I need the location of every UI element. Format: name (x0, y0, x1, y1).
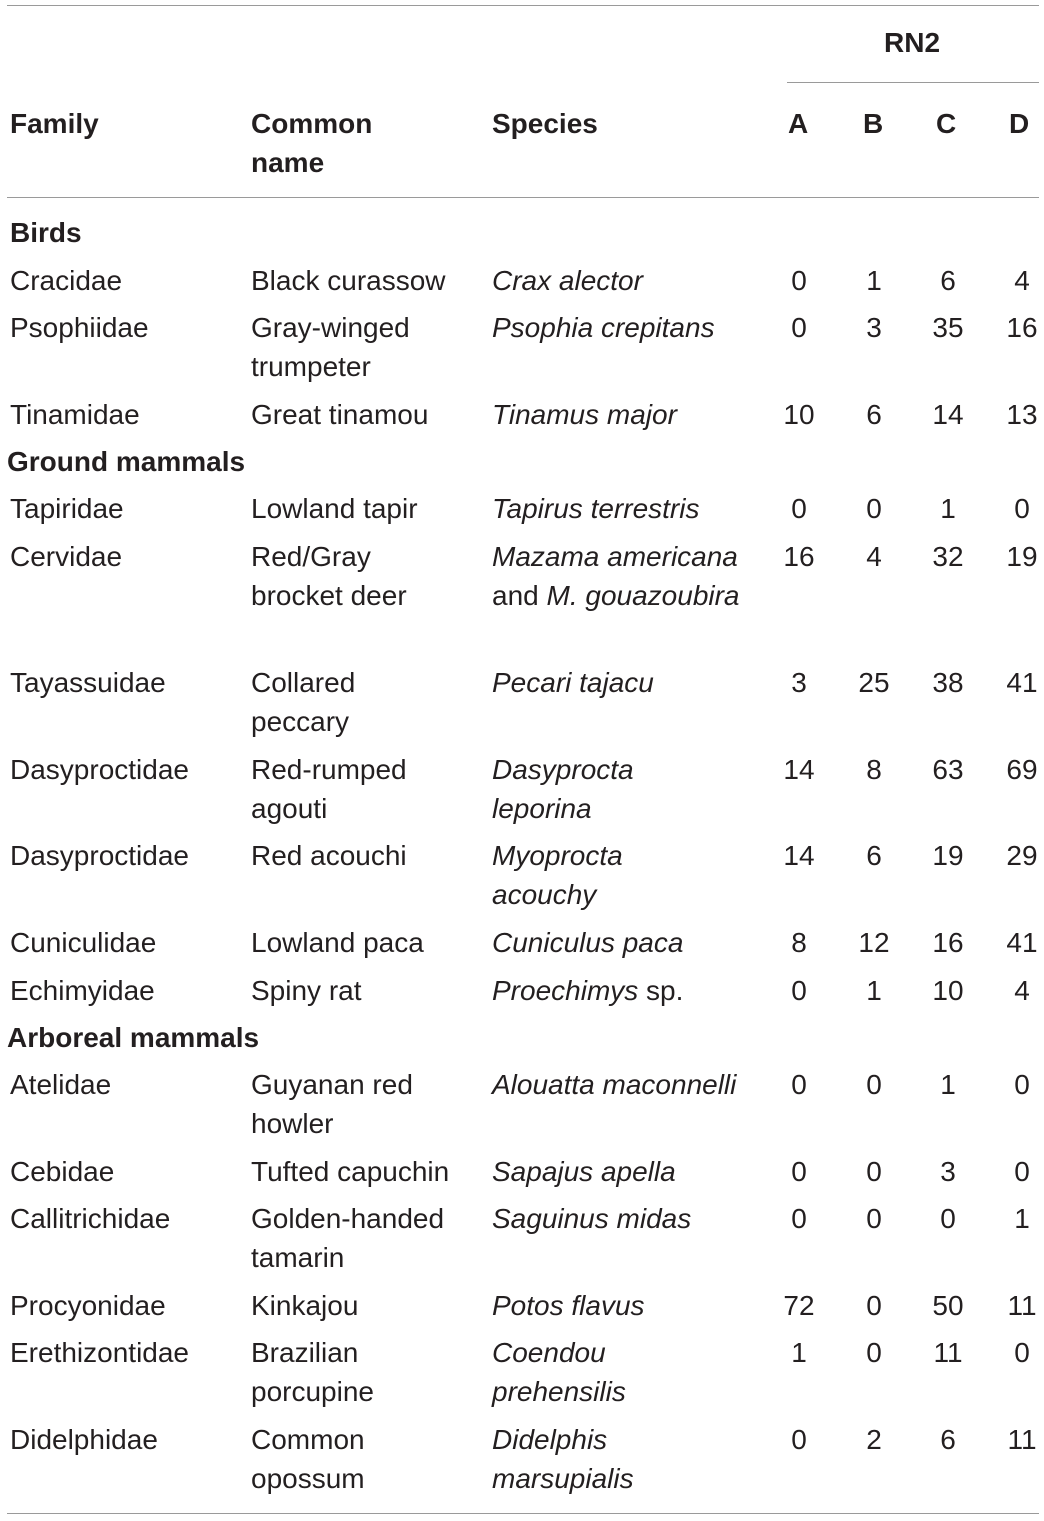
family-cell: Cervidae (10, 541, 123, 572)
value-a: 0 (791, 1203, 807, 1234)
species-cell: Crax alector (492, 265, 643, 296)
family-cell: Didelphidae (10, 1424, 158, 1455)
common-name-cell: Common opossum (251, 1424, 365, 1494)
species-cell: Myoprocta acouchy (492, 840, 623, 910)
value-c: 1 (940, 1069, 956, 1100)
common-name-cell: Spiny rat (251, 975, 362, 1006)
family-cell: Dasyproctidae (10, 754, 189, 785)
value-d: 0 (1014, 1156, 1030, 1187)
value-a: 10 (783, 399, 815, 430)
species-conjunction: and (492, 580, 539, 611)
common-name-cell: Black curassow (251, 265, 446, 296)
family-cell: Dasyproctidae (10, 840, 189, 871)
value-b: 0 (866, 1069, 882, 1100)
value-c: 35 (932, 312, 964, 343)
value-a: 8 (791, 927, 807, 958)
family-cell: Cebidae (10, 1156, 115, 1187)
common-name-cell: Collared peccary (251, 667, 356, 737)
value-d: 13 (1006, 399, 1038, 430)
group-heading-birds: Birds (10, 217, 82, 248)
species-name-1: Mazama americana (492, 541, 738, 572)
value-c: 6 (940, 265, 956, 296)
value-a: 14 (783, 840, 815, 871)
header-family: Family (10, 108, 99, 139)
common-name-cell: Red/Gray brocket deer (251, 541, 407, 611)
value-c: 38 (932, 667, 964, 698)
header-col-b: B (863, 108, 884, 139)
common-name-cell: Gray-winged trumpeter (251, 312, 410, 382)
family-cell: Cracidae (10, 265, 123, 296)
value-b: 4 (866, 541, 882, 572)
value-c: 50 (932, 1290, 964, 1321)
value-b: 8 (866, 754, 882, 785)
value-a: 0 (791, 975, 807, 1006)
family-cell: Tapiridae (10, 493, 124, 524)
value-c: 14 (932, 399, 964, 430)
family-cell: Psophiidae (10, 312, 149, 343)
value-c: 63 (932, 754, 964, 785)
value-d: 0 (1014, 493, 1030, 524)
species-cell: Coendou prehensilis (492, 1337, 626, 1407)
common-name-cell: Kinkajou (251, 1290, 359, 1321)
value-a: 0 (791, 265, 807, 296)
common-name-cell: Red acouchi (251, 840, 407, 871)
value-a: 0 (791, 1424, 807, 1455)
header-rn2: RN2 (884, 27, 941, 58)
family-cell: Echimyidae (10, 975, 155, 1006)
family-cell: Atelidae (10, 1069, 112, 1100)
species-cell: Cuniculus paca (492, 927, 684, 958)
value-b: 0 (866, 1337, 882, 1368)
common-name-cell: Lowland tapir (251, 493, 418, 524)
value-c: 19 (932, 840, 964, 871)
value-d: 69 (1006, 754, 1038, 785)
group-heading-ground-mammals: Ground mammals (7, 446, 246, 477)
value-b: 1 (866, 975, 882, 1006)
common-name-cell: Great tinamou (251, 399, 429, 430)
value-b: 0 (866, 1203, 882, 1234)
value-c: 6 (940, 1424, 956, 1455)
top-rule (7, 5, 1039, 6)
value-d: 0 (1014, 1069, 1030, 1100)
value-a: 16 (783, 541, 815, 572)
species-cell: Tapirus terrestris (492, 493, 700, 524)
header-common-name: Common name (251, 108, 373, 178)
value-b: 0 (866, 493, 882, 524)
family-cell: Tayassuidae (10, 667, 166, 698)
value-b: 3 (866, 312, 882, 343)
species-cell (492, 537, 752, 615)
common-name-cell: Tufted capuchin (251, 1156, 450, 1187)
family-cell: Procyonidae (10, 1290, 166, 1321)
bottom-rule (7, 1513, 1039, 1514)
species-cell: Alouatta maconnelli (492, 1069, 737, 1100)
value-a: 72 (783, 1290, 815, 1321)
value-b: 25 (858, 667, 890, 698)
value-d: 16 (1006, 312, 1038, 343)
species-cell: Sapajus apella (492, 1156, 676, 1187)
value-a: 0 (791, 493, 807, 524)
species-name-2: M. gouazoubira (546, 580, 740, 611)
family-cell: Tinamidae (10, 399, 140, 430)
value-d: 29 (1006, 840, 1038, 871)
value-d: 41 (1006, 667, 1038, 698)
species-cell: Potos flavus (492, 1290, 645, 1321)
value-d: 0 (1014, 1337, 1030, 1368)
header-col-a: A (788, 108, 809, 139)
value-b: 0 (866, 1290, 882, 1321)
species-cell (492, 971, 752, 1010)
value-c: 0 (940, 1203, 956, 1234)
value-c: 1 (940, 493, 956, 524)
value-d: 19 (1006, 541, 1038, 572)
family-cell: Erethizontidae (10, 1337, 190, 1368)
value-d: 11 (1007, 1424, 1037, 1455)
value-a: 14 (783, 754, 815, 785)
header-col-c: C (936, 108, 957, 139)
family-cell: Callitrichidae (10, 1203, 171, 1234)
value-c: 32 (932, 541, 964, 572)
value-b: 2 (866, 1424, 882, 1455)
species-cell: Dasyprocta leporina (492, 754, 634, 824)
value-b: 6 (866, 399, 882, 430)
value-d: 41 (1006, 927, 1038, 958)
group-heading-arboreal-mammals: Arboreal mammals (7, 1022, 260, 1053)
value-b: 6 (866, 840, 882, 871)
value-a: 3 (791, 667, 807, 698)
value-c: 3 (940, 1156, 956, 1187)
header-col-d: D (1009, 108, 1030, 139)
value-c: 10 (932, 975, 964, 1006)
rn2-underline (787, 82, 1039, 83)
value-d: 11 (1007, 1290, 1037, 1321)
value-a: 1 (791, 1337, 807, 1368)
value-d: 4 (1014, 265, 1030, 296)
value-a: 0 (791, 1069, 807, 1100)
value-b: 1 (866, 265, 882, 296)
common-name-cell: Golden-handed tamarin (251, 1203, 445, 1273)
species-cell: Saguinus midas (492, 1203, 692, 1234)
value-c: 16 (932, 927, 964, 958)
value-b: 12 (858, 927, 890, 958)
value-c: 11 (933, 1337, 963, 1368)
value-d: 1 (1014, 1203, 1030, 1234)
family-cell: Cuniculidae (10, 927, 157, 958)
species-cell: Tinamus major (492, 399, 677, 430)
value-d: 4 (1014, 975, 1030, 1006)
species-cell: Psophia crepitans (492, 312, 715, 343)
species-cell: Pecari tajacu (492, 667, 654, 698)
species-cell: Didelphis marsupialis (492, 1424, 634, 1494)
species-genus: Proechimys (492, 975, 639, 1006)
common-name-cell: Lowland paca (251, 927, 424, 958)
common-name-cell: Brazilian porcupine (251, 1337, 374, 1407)
header-species: Species (492, 108, 598, 139)
common-name-cell: Guyanan red howler (251, 1069, 413, 1139)
value-a: 0 (791, 312, 807, 343)
common-name-cell: Red-rumped agouti (251, 754, 407, 824)
value-a: 0 (791, 1156, 807, 1187)
header-rule (7, 197, 1039, 198)
value-b: 0 (866, 1156, 882, 1187)
species-suffix: sp. (646, 975, 684, 1006)
